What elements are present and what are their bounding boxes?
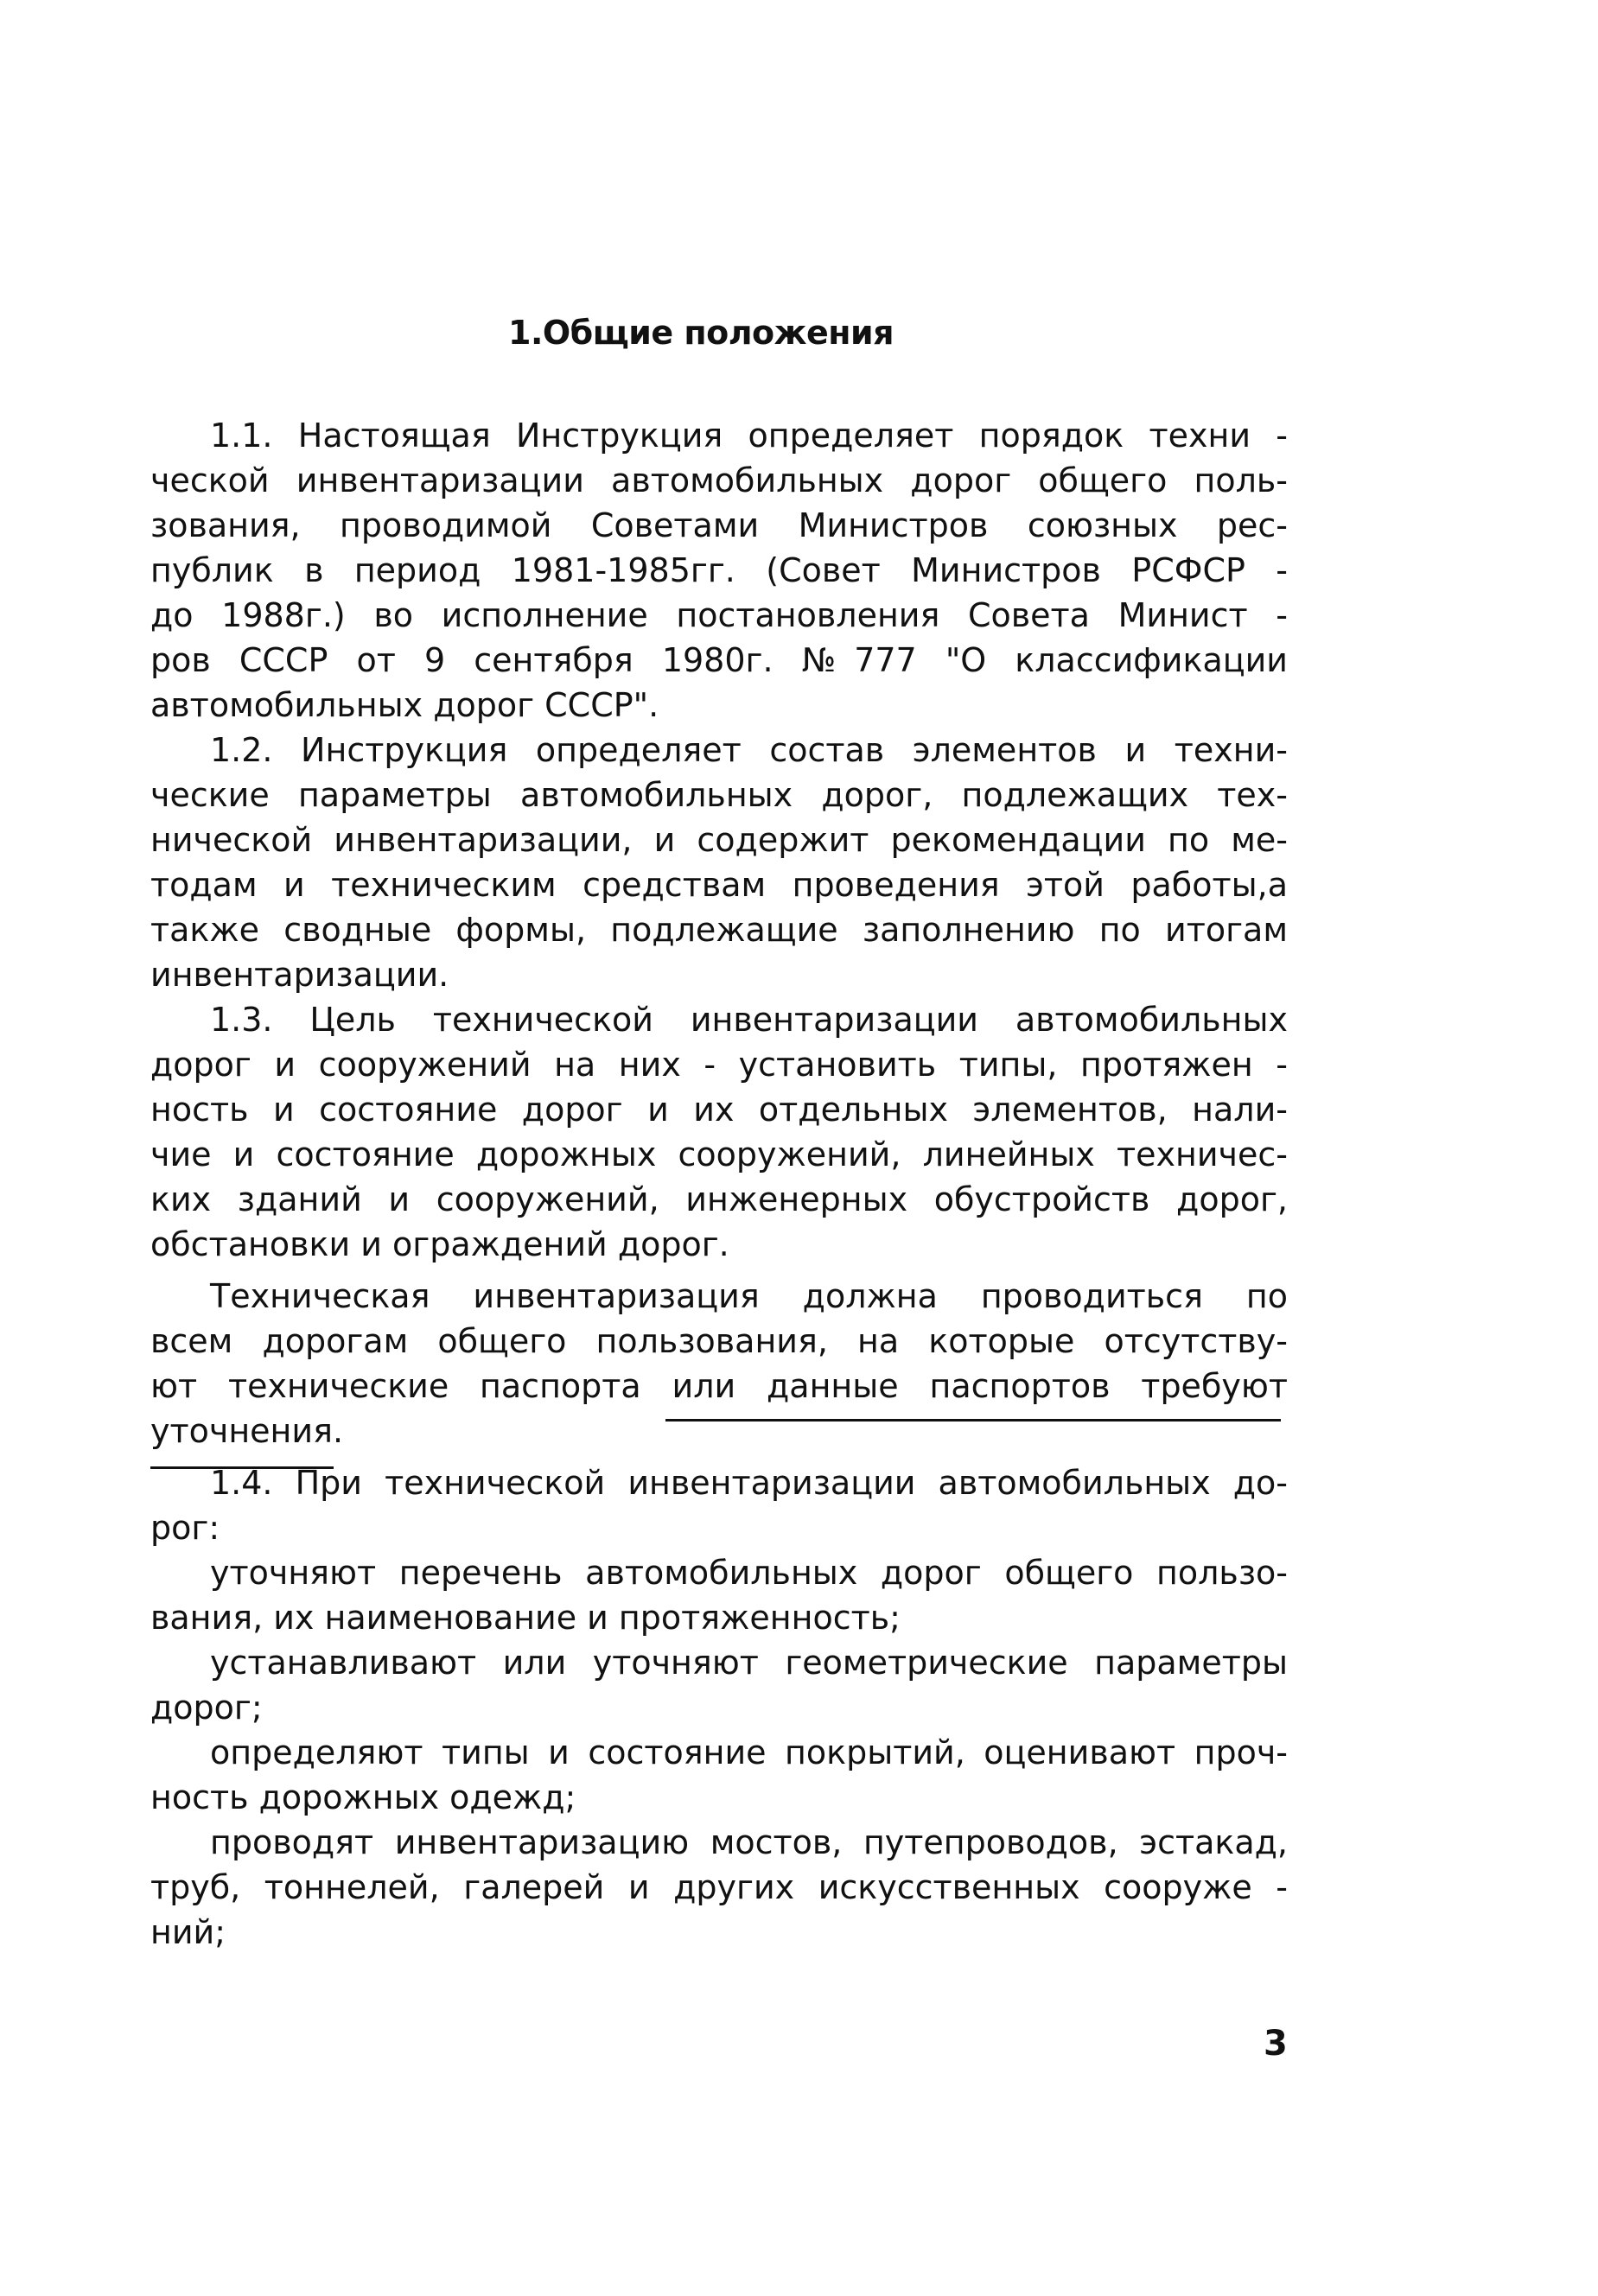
text-line: зования, проводимой Советами Министров союзных рес- — [150, 506, 1288, 544]
text-line: дорог; — [150, 1689, 263, 1727]
text-line: труб, тоннелей, галерей и других искусственных сооруже - — [150, 1868, 1288, 1906]
text-line: проводят инвентаризацию мостов, путепроводов, эстакад, — [210, 1823, 1288, 1861]
text-line: рог: — [150, 1509, 220, 1547]
text-line: нической инвентаризации, и содержит рекомендации по ме- — [150, 821, 1288, 859]
text-line: ческой инвентаризации автомобильных дорог общего поль- — [150, 461, 1288, 499]
text-line: до 1988г.) во исполнение постановления Совета Минист - — [150, 596, 1288, 634]
page-number: 3 — [1264, 2024, 1288, 2064]
text-line: уточнения. — [150, 1412, 344, 1450]
text-line: Техническая инвентаризация должна проводиться по — [210, 1277, 1288, 1315]
handwritten-underline — [665, 1419, 1281, 1421]
text-line: вания, их наименование и протяженность; — [150, 1599, 901, 1637]
text-line: 1.1. Настоящая Инструкция определяет порядок техни - — [210, 417, 1288, 455]
text-line: 1.3. Цель технической инвентаризации автомобильных — [210, 1001, 1288, 1039]
text-line: чие и состояние дорожных сооружений, линейных техничес- — [150, 1135, 1288, 1173]
text-line: ких зданий и сооружений, инженерных обустройств дорог, — [150, 1180, 1288, 1218]
text-line: 1.4. При технической инвентаризации автомобильных до- — [210, 1464, 1288, 1502]
text-line: обстановки и ограждений дорог. — [150, 1225, 729, 1263]
text-line: устанавливают или уточняют геометрические параметры — [210, 1644, 1288, 1682]
text-line: публик в период 1981-1985гг. (Совет Министров РСФСР - — [150, 551, 1288, 589]
text-line: уточняют перечень автомобильных дорог общего пользо- — [210, 1554, 1288, 1592]
text-line: всем дорогам общего пользования, на которые отсутству- — [150, 1322, 1288, 1360]
text-line: инвентаризации. — [150, 956, 449, 994]
text-line: автомобильных дорог СССР". — [150, 686, 659, 724]
text-line: ческие параметры автомобильных дорог, подлежащих тех- — [150, 776, 1288, 814]
text-line: дорог и сооружений на них - установить типы, протяжен - — [150, 1046, 1288, 1084]
text-line: ность дорожных одежд; — [150, 1778, 576, 1816]
text-line: тодам и техническим средствам проведения этой работы,а — [150, 866, 1288, 904]
text-line: ют технические паспорта или данные паспортов требуют — [150, 1367, 1288, 1405]
text-line: 1.2. Инструкция определяет состав элементов и техни- — [210, 731, 1288, 769]
text-line: ность и состояние дорог и их отдельных элементов, нали- — [150, 1091, 1288, 1129]
text-line: определяют типы и состояние покрытий, оценивают проч- — [210, 1733, 1288, 1771]
text-line: ний; — [150, 1913, 226, 1951]
text-line: также сводные формы, подлежащие заполнению по итогам — [150, 911, 1288, 949]
text-line: ров СССР от 9 сентября 1980г. №777 "О классификации — [150, 641, 1288, 679]
section-heading: 1.Общие положения — [508, 314, 894, 352]
